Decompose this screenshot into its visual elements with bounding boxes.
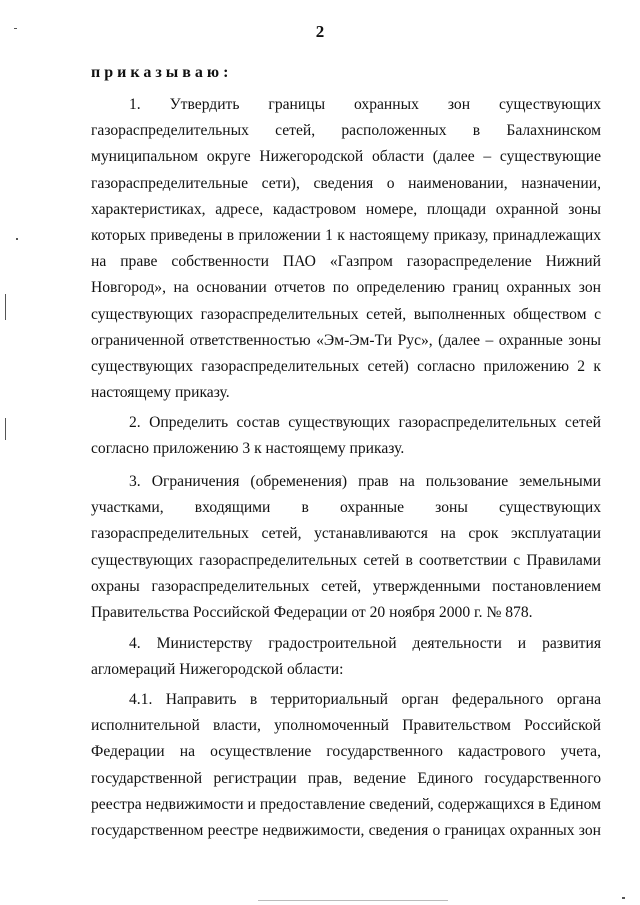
text-line: государственном реестре недвижимости, сведения о границах охранных зон <box>91 822 601 840</box>
text-line: охраны газораспределительных сетей, утвержденными постановлением <box>91 577 601 595</box>
page-number: 2 <box>315 22 325 41</box>
text-line: которых приведены в приложении 1 к настоящему приказу, принадлежащих <box>91 227 601 245</box>
scan-artifact <box>622 897 625 899</box>
text-line: агломераций Нижегородской области: <box>91 661 344 679</box>
paragraph-1 <box>91 92 601 406</box>
text-line: 4.1. Направить в территориальный орган федерального органа <box>129 691 601 708</box>
scan-artifact <box>16 238 18 240</box>
text-line: муниципальном округе Нижегородской области (далее – существующие <box>91 148 601 166</box>
text-line: Новгород», на основании отчетов по определению границ охранных зон <box>91 279 601 297</box>
text-line: участками, входящими в охранные зоны существующих <box>91 499 601 517</box>
text-line: существующих газораспределительных сетей, выполненных обществом с <box>91 305 601 323</box>
paragraph-3 <box>91 469 601 626</box>
text-line: согласно приложению 3 к настоящему приказу. <box>91 440 405 458</box>
text-line: Правительства Российской Федерации от 20 ноября 2000 г. № 878. <box>91 604 533 622</box>
text-line: реестра недвижимости и предоставление сведений, содержащихся в Едином <box>91 795 601 813</box>
scan-artifact <box>5 294 6 320</box>
text-line: существующих газораспределительных сетей) согласно приложению 2 к <box>91 358 601 376</box>
paragraph-4-1 <box>91 687 601 844</box>
text-line: на праве собственности ПАО «Газпром газораспределение Нижний <box>91 253 601 271</box>
text-line: ограниченной ответственностью «Эм-Эм-Ти Рус», (далее – охранные зоны <box>91 331 601 349</box>
order-heading: приказываю: <box>91 64 233 81</box>
scan-artifact <box>5 418 6 440</box>
text-line: 3. Ограничения (обременения) прав на пользование земельными <box>129 473 601 490</box>
text-line: 2. Определить состав существующих газораспределительных сетей <box>129 414 601 431</box>
paragraph-2 <box>91 410 601 462</box>
footer-rule <box>258 900 448 901</box>
text-line: Федерации на осуществление государственного кадастрового учета, <box>91 743 601 761</box>
text-line: 4. Министерству градостроительной деятельности и развития <box>129 635 601 652</box>
text-line: газораспределительные сети), сведения о наименовании, назначении, <box>91 174 601 192</box>
text-line: газораспределительных сетей, устанавливаются на срок эксплуатации <box>91 525 601 543</box>
text-line: газораспределительных сетей, расположенных в Балахнинском <box>91 122 601 140</box>
paragraph-4 <box>91 631 601 683</box>
scan-artifact <box>14 28 17 29</box>
text-line: настоящему приказу. <box>91 384 230 402</box>
text-line: 1. Утвердить границы охранных зон существующих <box>129 96 601 113</box>
text-line: характеристиках, адресе, кадастровом номере, площади охранной зоны <box>91 200 601 218</box>
text-line: существующих газораспределительных сетей в соответствии с Правилами <box>91 551 601 569</box>
text-line: государственной регистрации прав, ведение Единого государственного <box>91 769 601 787</box>
text-line: исполнительной власти, уполномоченный Правительством Российской <box>91 717 601 735</box>
